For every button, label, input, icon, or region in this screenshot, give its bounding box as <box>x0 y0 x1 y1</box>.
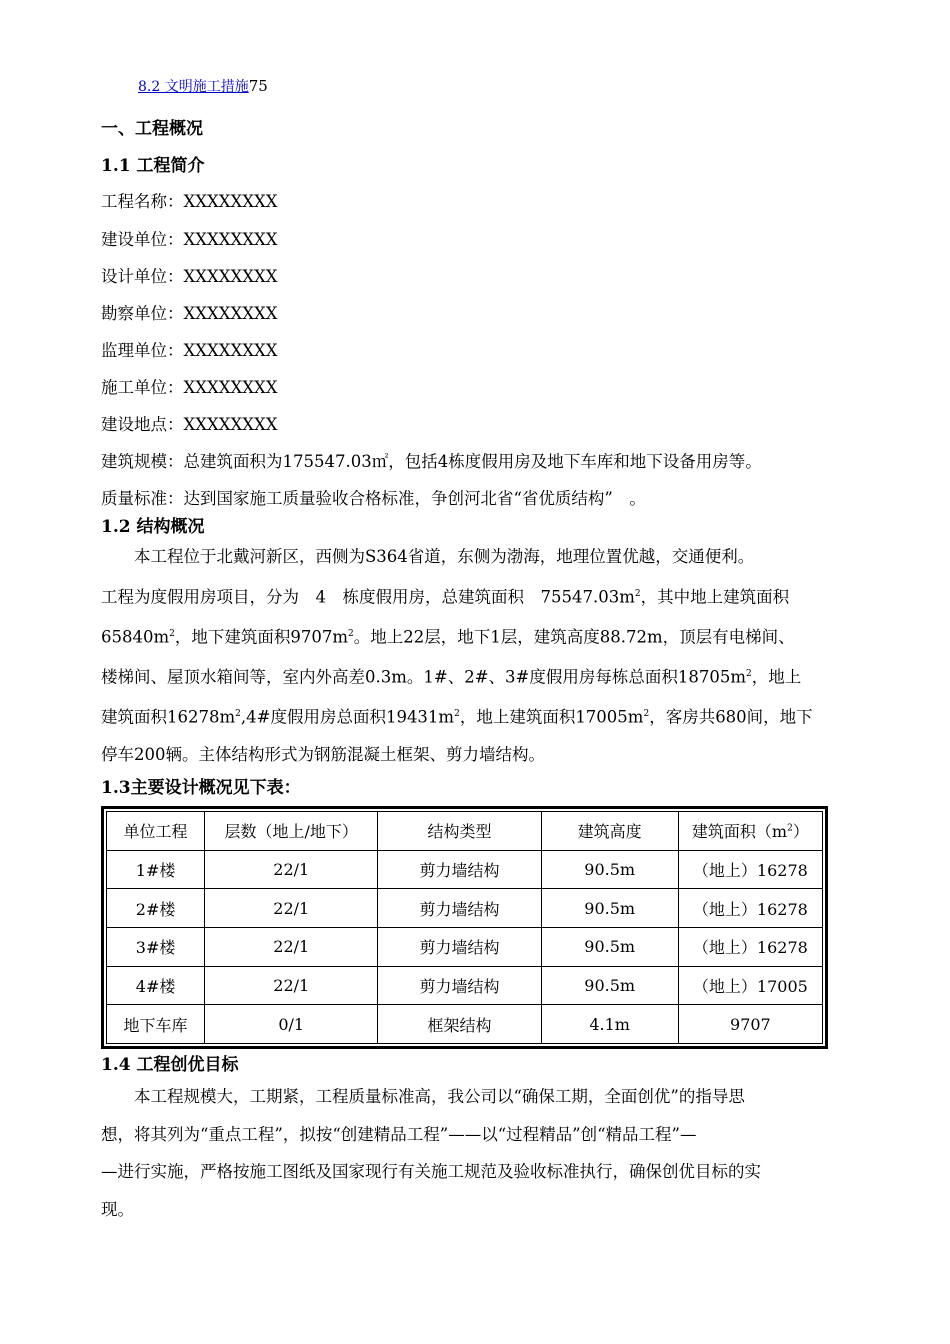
text-run: ，客房共680间，地下 <box>649 707 813 726</box>
section-title: 一、工程概况 <box>101 119 203 139</box>
subsection-1-2-title: 1.2 结构概况 <box>101 517 205 537</box>
table-cell: （地上）16278 <box>678 927 822 966</box>
toc-entry-link[interactable] <box>138 76 268 96</box>
field-value: XXXXXXXX <box>183 267 278 286</box>
table-cell: 22/1 <box>205 889 378 928</box>
field-label: 建设地点： <box>101 415 184 434</box>
text-run: 工程为度假用房项目，分为 4 栋度假用房，总建筑面积 75547.03m <box>101 587 635 606</box>
project-name-field <box>101 188 277 212</box>
text-run: ） <box>792 822 809 842</box>
table-row <box>107 889 823 928</box>
field-value: XXXXXXXX <box>183 230 278 249</box>
table-cell: 90.5m <box>541 927 678 966</box>
superscript: 2 <box>169 628 175 639</box>
table-cell: 90.5m <box>541 850 678 889</box>
table-cell: 4#楼 <box>107 966 205 1005</box>
para-line: 本工程位于北戴河新区，西侧为S364省道，东侧为渤海，地理位置优越，交通便利。 <box>134 547 755 566</box>
field-label: 工程名称： <box>101 192 184 211</box>
para-line <box>101 576 866 616</box>
field-value: XXXXXXXX <box>183 192 278 211</box>
table-header-row <box>107 812 823 851</box>
text-run: ，地上建筑面积17005m <box>459 707 644 726</box>
subsection-1-1-title: 1.1 工程简介 <box>101 156 205 176</box>
contractor-field <box>101 374 277 398</box>
superscript: 2 <box>787 824 793 834</box>
subsection-1-4-title: 1.4 工程创优目标 <box>101 1055 239 1075</box>
table-cell: 剪力墙结构 <box>378 850 541 889</box>
designer-field <box>101 263 277 287</box>
table-row <box>107 966 823 1005</box>
field-label: 勘察单位： <box>101 304 184 323</box>
table-cell: 1#楼 <box>107 850 205 889</box>
table-cell: 9707 <box>678 1005 822 1044</box>
toc-entry-page: 75 <box>248 77 268 95</box>
table-cell: 90.5m <box>541 889 678 928</box>
field-label: 施工单位： <box>101 378 184 397</box>
field-value: XXXXXXXX <box>183 341 278 360</box>
structure-paragraph <box>101 538 866 773</box>
text-run: ,4#度假用房总面积19431m <box>240 707 455 726</box>
para-line: 本工程规模大，工期紧，工程质量标准高，我公司以“确保工期，全面创优”的指导思 <box>134 1087 745 1106</box>
superscript: 2 <box>454 708 460 719</box>
superscript: 2 <box>643 708 650 719</box>
table-cell: 剪力墙结构 <box>378 966 541 1005</box>
table-cell: 22/1 <box>205 927 378 966</box>
superscript: 2 <box>634 588 641 599</box>
para-line: —进行实施，严格按施工图纸及国家现行有关施工规范及验收标准执行，确保创优目标的实 <box>101 1162 761 1181</box>
header-cell: 单位工程 <box>107 812 205 851</box>
design-summary-table <box>101 806 828 1049</box>
table-cell: 22/1 <box>205 966 378 1005</box>
field-label: 建设单位： <box>101 230 184 249</box>
header-cell: 层数（地上/地下） <box>205 812 378 851</box>
superscript: 2 <box>746 668 752 679</box>
toc-entry-text[interactable]: 8.2 文明施工措施 <box>138 79 249 95</box>
location-field <box>101 411 277 435</box>
table-cell: 3#楼 <box>107 927 205 966</box>
owner-field <box>101 226 277 250</box>
quality-line: 质量标准：达到国家施工质量验收合格标准，争创河北省“省优质结构” 。 <box>101 489 646 508</box>
table-cell: 90.5m <box>541 966 678 1005</box>
field-value: XXXXXXXX <box>183 378 278 397</box>
superscript: 2 <box>235 708 241 719</box>
table-row <box>107 1005 823 1044</box>
text-run: ，其中地上建筑面积 <box>640 587 790 606</box>
text-run: ，地上 <box>751 667 802 686</box>
subsection-1-3-title: 1.3主要设计概况见下表： <box>101 778 301 798</box>
table-row <box>107 850 823 889</box>
text-run: 。地上22层，地下1层，建筑高度88.72m，顶层有电梯间、 <box>353 627 795 646</box>
table-cell: （地上）17005 <box>678 966 822 1005</box>
para-line: 现。 <box>101 1199 134 1219</box>
para-line <box>101 616 866 656</box>
scale-line: 建筑规模：总建筑面积为175547.03㎡，包括4栋度假用房及地下车库和地下设备用房等。 <box>101 452 762 471</box>
field-value: XXXXXXXX <box>183 415 278 434</box>
table-cell: （地上）16278 <box>678 889 822 928</box>
field-value: XXXXXXXX <box>183 304 278 323</box>
table-cell: 2#楼 <box>107 889 205 928</box>
table-cell: 框架结构 <box>378 1005 541 1044</box>
table-grid <box>106 811 823 1044</box>
header-cell: 建筑高度 <box>541 812 678 851</box>
table-row <box>107 927 823 966</box>
table-cell: （地上）16278 <box>678 850 822 889</box>
table-cell: 4.1m <box>541 1005 678 1044</box>
header-cell: 结构类型 <box>378 812 541 851</box>
text-run: 楼梯间、屋顶水箱间等，室内外高差0.3m。1#、2#、3#度假用房每栋总面积18705m <box>101 667 746 686</box>
table-cell: 剪力墙结构 <box>378 927 541 966</box>
para-line <box>101 696 866 736</box>
para-line: 停车200辆。主体结构形式为钢筋混凝土框架、剪力墙结构。 <box>101 744 545 764</box>
field-label: 设计单位： <box>101 267 184 286</box>
text-run: 建筑面积16278m <box>101 707 236 726</box>
table-cell: 22/1 <box>205 850 378 889</box>
header-cell <box>678 812 822 851</box>
text-run: 建筑面积（m <box>691 822 788 842</box>
table-cell: 剪力墙结构 <box>378 889 541 928</box>
para-line: 想，将其列为“重点工程”，拟按“创建精品工程”——以“过程精品”创“精品工程”— <box>101 1124 697 1144</box>
superscript: 2 <box>348 628 354 639</box>
field-label: 监理单位： <box>101 341 184 360</box>
surveyor-field <box>101 300 277 324</box>
text-run: ，地下建筑面积9707m <box>174 627 349 646</box>
table-cell: 0/1 <box>205 1005 378 1044</box>
supervisor-field <box>101 337 277 361</box>
para-line <box>101 656 866 696</box>
text-run: 65840m <box>101 627 170 646</box>
quality-goal-paragraph <box>101 1078 866 1228</box>
table-cell: 地下车库 <box>107 1005 205 1044</box>
